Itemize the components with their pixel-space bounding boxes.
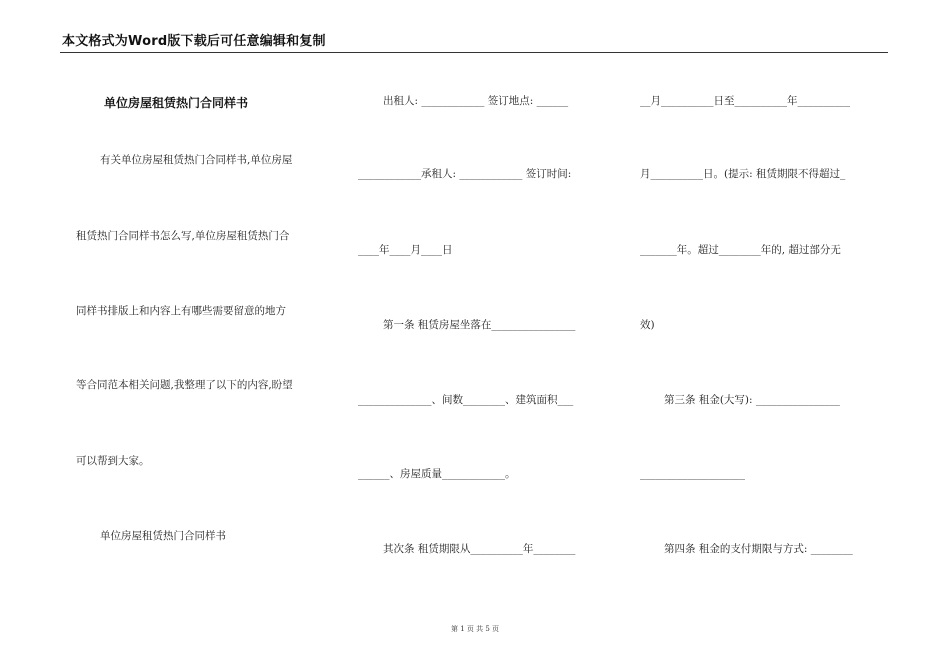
header-divider [60, 52, 888, 53]
col2-line-1: 出租人: ____________ 签订地点: ______ [383, 95, 569, 107]
col3-line-3: _______年。超过________年的, 超过部分无 [640, 244, 841, 256]
col1-line-6: 单位房屋租赁热门合同样书 [100, 530, 226, 542]
document-title: 单位房屋租赁热门合同样书 [104, 96, 249, 110]
col3-line-4: 效) [640, 319, 655, 331]
page-footer: 第 1 页 共 5 页 [450, 625, 500, 633]
col1-line-3: 同样书排版上和内容上有哪些需要留意的地方 [76, 305, 286, 317]
col3-line-5: 第三条 租金(大写): ________________ [664, 394, 840, 406]
col3-line-1: __月__________日至__________年__________ [640, 95, 850, 107]
col2-line-6: ______、房屋质量____________。 [358, 468, 516, 480]
col2-line-5: ______________、间数________、建筑面积___ [358, 394, 574, 406]
col3-line-6: ____________________ [640, 468, 745, 480]
col3-line-7: 第四条 租金的支付期限与方式: ________ [664, 543, 853, 555]
col1-line-4: 等合同范本相关问题,我整理了以下的内容,盼望 [76, 379, 293, 391]
col2-line-4: 第一条 租赁房屋坐落在________________ [383, 319, 576, 331]
col1-line-2: 租赁热门合同样书怎么写,单位房屋租赁热门合 [76, 230, 290, 242]
col1-line-1: 有关单位房屋租赁热门合同样书,单位房屋 [100, 154, 293, 166]
col2-line-2: ____________承租人: ____________ 签订时间: [358, 168, 572, 180]
col3-line-2: 月__________日。(提示: 租赁期限不得超过_ [640, 168, 846, 180]
document-header: 本文格式为Word版下载后可任意编辑和复制 [62, 34, 326, 49]
col2-line-7: 其次条 租赁期限从__________年________ [383, 543, 576, 555]
col1-line-5: 可以帮到大家。 [76, 455, 150, 467]
col2-line-3: ____年____月____日 [358, 244, 453, 256]
